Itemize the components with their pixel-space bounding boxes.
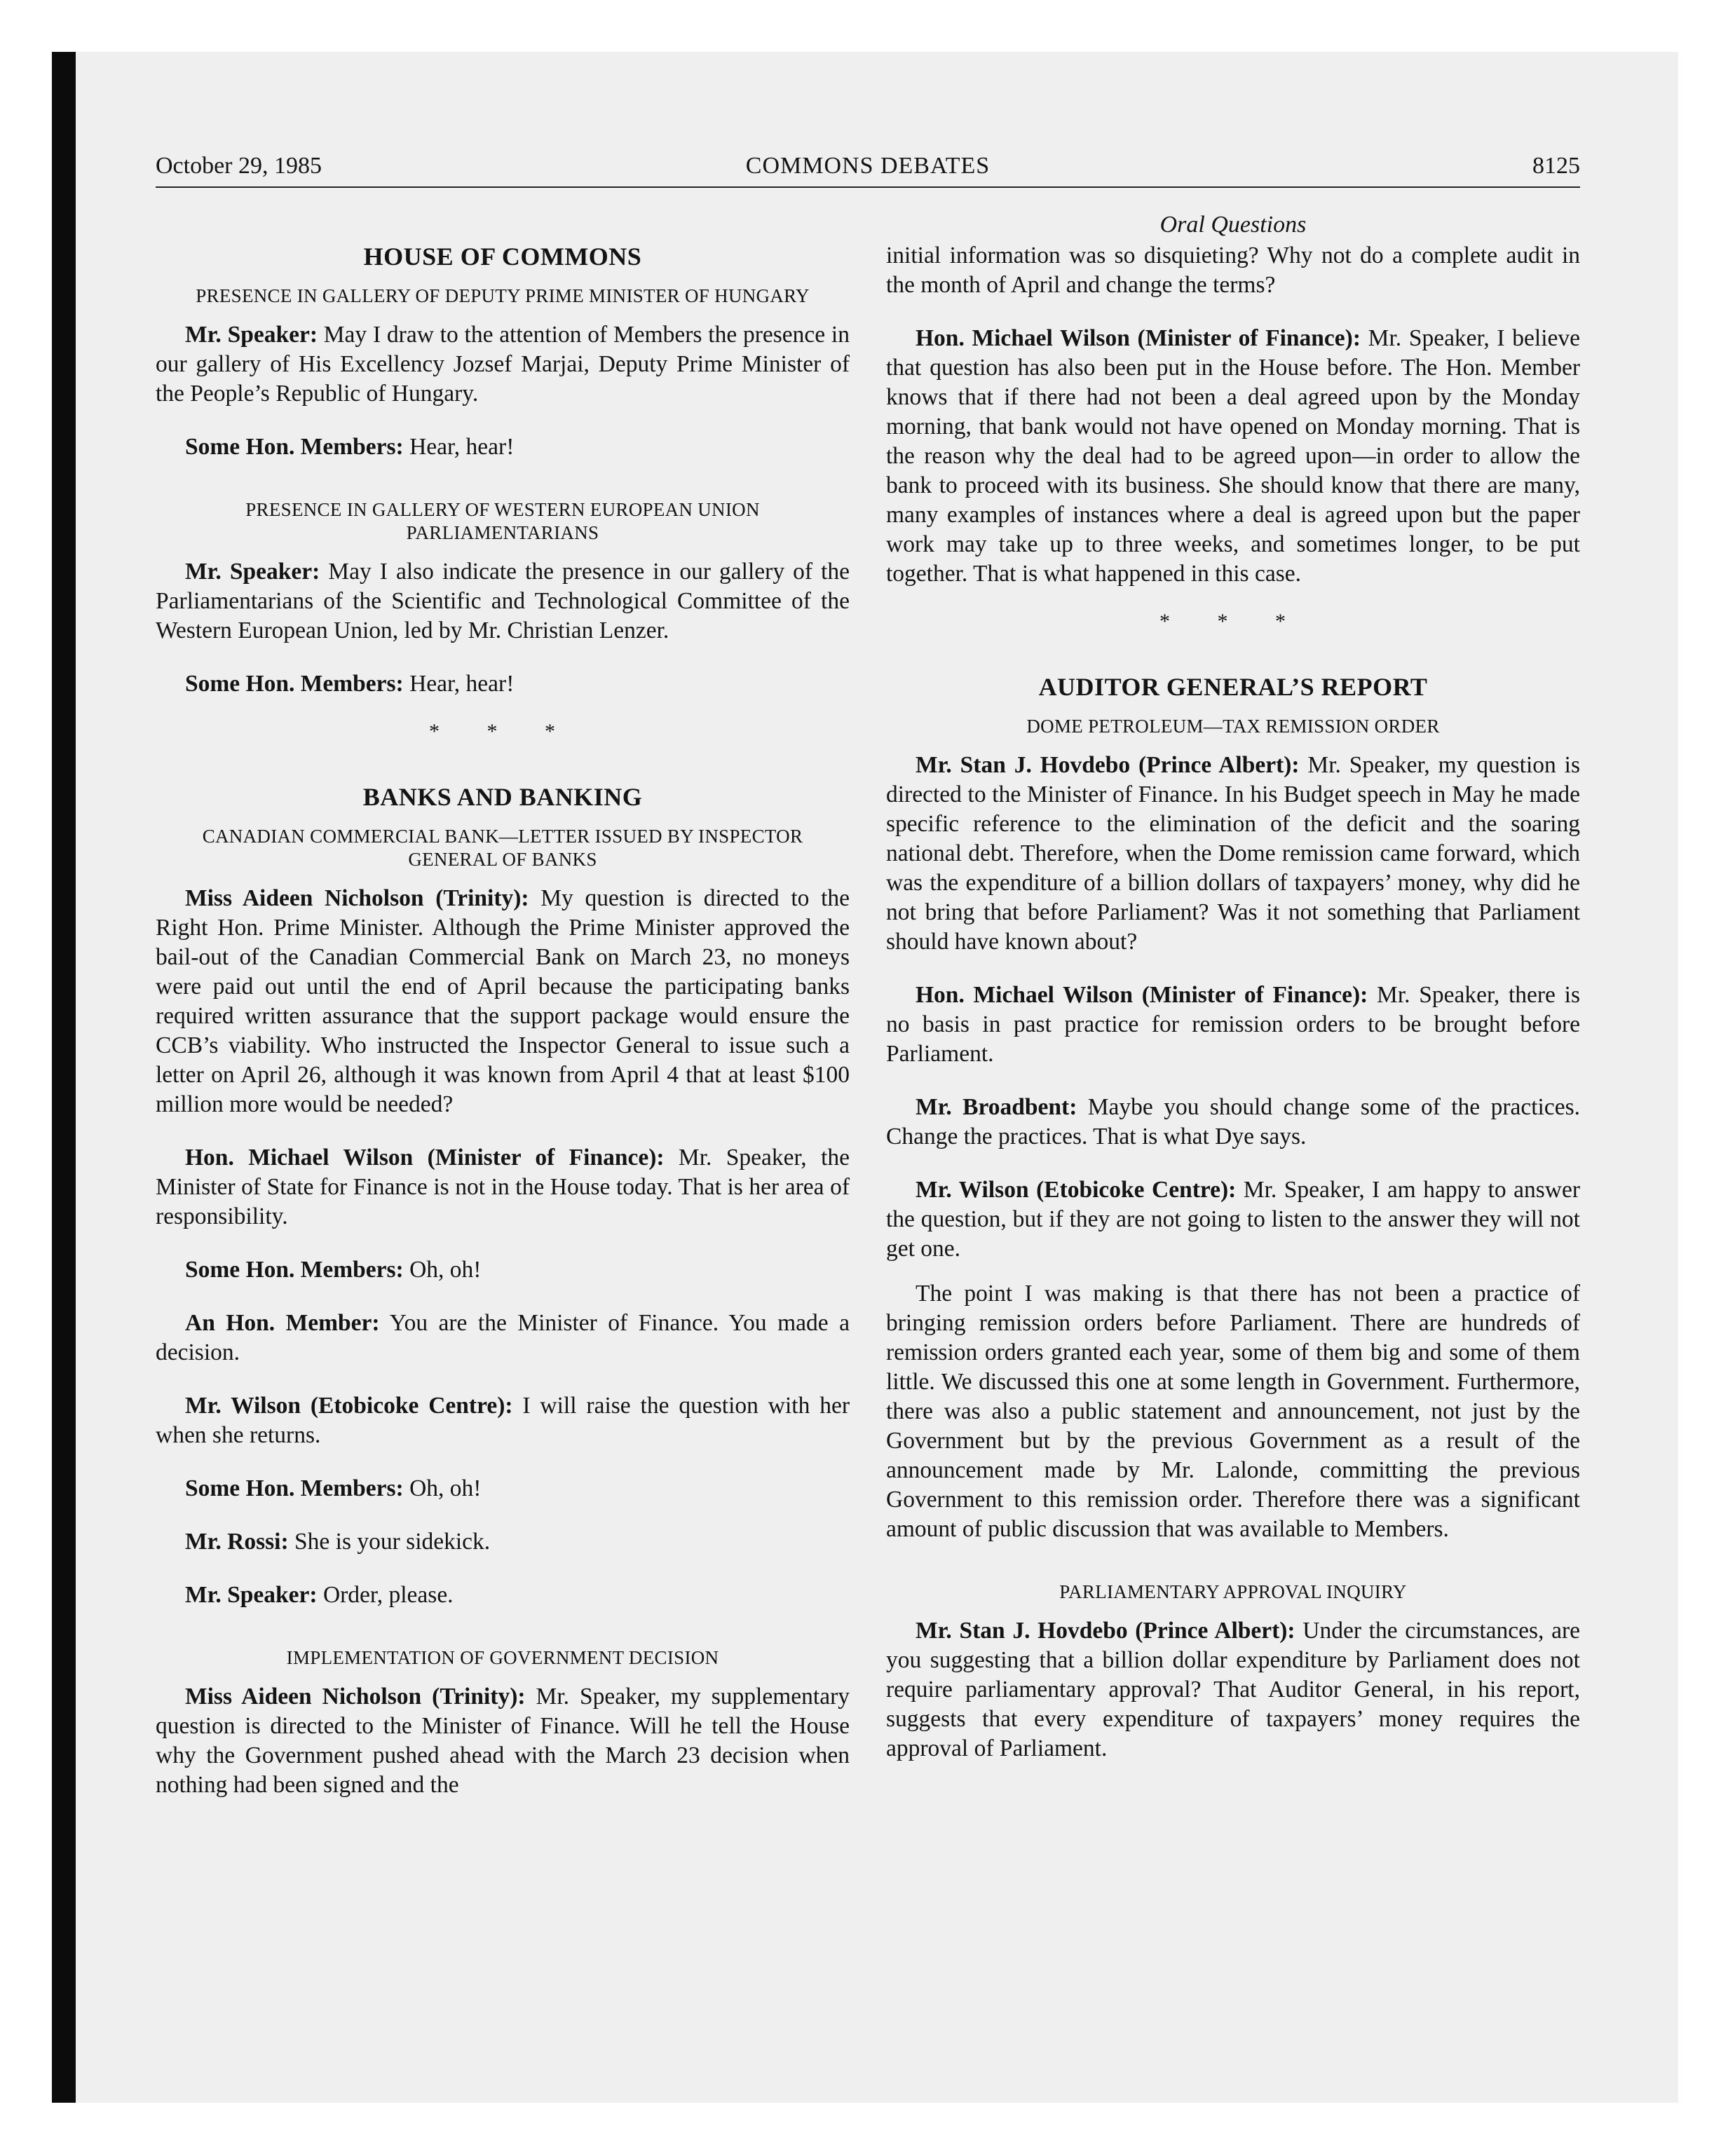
paragraph: [156, 1527, 850, 1557]
speaker-name: Some Hon. Members:: [185, 1257, 404, 1283]
speech-text: My question is directed to the Right Hon. Prime Minister. Although the Prime Minister approved the bail-out of the Canadian Commercial Bank on March 23, no moneys were paid out until the end of April because the participating banks required written assurance that the support package would ensure the CCB’s viability. Who instructed the Inspector General to issue such a letter on April 26, although it was known from April 4 that at least $100 million more would be needed?: [156, 885, 850, 1117]
paragraph: [156, 1391, 850, 1450]
speaker-name: Mr. Wilson (Etobicoke Centre):: [916, 1177, 1237, 1203]
speaker-name: Mr. Speaker:: [185, 1582, 318, 1608]
speech-text: Under the circumstances, are you suggesting that a billion dollar expenditure by Parliament does not require parliamentary approval? That Auditor General, in his report, suggests that every expenditure of taxpayers’ money requires the approval of Parliament.: [886, 1618, 1580, 1761]
section-heading-banks: BANKS AND BANKING: [362, 783, 643, 811]
section-separator: * * *: [1159, 610, 1307, 633]
paragraph: [886, 751, 1580, 957]
speech-text: Maybe you should change some of the practices. Change the practices. That is what Dye says.: [886, 1094, 1580, 1149]
paragraph: [156, 1474, 850, 1503]
paragraph: [886, 324, 1580, 589]
speaker-name: Mr. Stan J. Hovdebo (Prince Albert):: [916, 752, 1300, 778]
speech-text: The point I was making is that there has not been a practice of bringing remission orders before Parliament. There are hundreds of remission orders granted each year, some of them big and some of them little. We discussed this one at some length in Government. Furthermore, there was also a public statement and announcement, not just by the Government but by the previous Government as a result of the announcement made by Mr. Lalonde, committing the previous Government to this remission order. Therefore there was a significant amount of public discussion that was available to Members.: [886, 1281, 1580, 1542]
speech-text: She is your sidekick.: [288, 1529, 491, 1555]
paragraph: [156, 1581, 850, 1610]
speech-text: Mr. Speaker, the Minister of State for Finance is not in the House today. That is her area of responsibility.: [156, 1145, 850, 1229]
speaker-name: Some Hon. Members:: [185, 434, 404, 460]
speaker-name: Miss Aideen Nicholson (Trinity):: [185, 885, 529, 911]
paragraph: [886, 1279, 1580, 1544]
speech-text: Hear, hear!: [403, 434, 515, 460]
paragraph: [156, 1143, 850, 1231]
speech-text: Mr. Speaker, I am happy to answer the question, but if they are not going to listen to the answer they will not get one.: [886, 1177, 1580, 1262]
speaker-name: Some Hon. Members:: [185, 1475, 404, 1501]
header-page-number: 8125: [1532, 153, 1580, 179]
speech-text: Mr. Speaker, my supplementary question is directed to the Minister of Finance. Will he tell the House why the Government pushed ahead with the March 23 decision when nothing had been signed and the: [156, 1684, 850, 1798]
paragraph: [886, 1093, 1580, 1152]
paragraph: [156, 884, 850, 1119]
paragraph: [886, 981, 1580, 1069]
speaker-name: Mr. Speaker:: [185, 559, 320, 585]
speech-text: May I also indicate the presence in our gallery of the Parliamentarians of the Scientific and Technological Committee of the Western European Union, led by Mr. Christian Lenzer.: [156, 559, 850, 643]
paragraph: [156, 1682, 850, 1800]
speaker-name: Mr. Wilson (Etobicoke Centre):: [185, 1393, 513, 1419]
paragraph: [156, 320, 850, 409]
section-separator: * * *: [429, 720, 576, 743]
speech-text: Oh, oh!: [403, 1257, 482, 1283]
paragraph: [156, 669, 850, 699]
right-column: [886, 210, 1580, 1779]
subheading-dome-petroleum: DOME PETROLEUM—TAX REMISSION ORDER: [1026, 716, 1440, 737]
speech-text: initial information was so disquieting? Why not do a complete audit in the month of April and change the terms?: [886, 243, 1580, 298]
speech-text: May I draw to the attention of Members the presence in our gallery of His Excellency Jozsef Marjai, Deputy Prime Minister of the People’s Republic of Hungary.: [156, 322, 850, 407]
speaker-name: Some Hon. Members:: [185, 671, 404, 697]
section-heading-auditor-general: AUDITOR GENERAL’S REPORT: [1038, 673, 1428, 701]
speaker-name: An Hon. Member:: [185, 1310, 380, 1336]
speaker-name: Mr. Stan J. Hovdebo (Prince Albert):: [916, 1618, 1295, 1644]
left-column: [156, 210, 850, 1815]
page-header: [156, 153, 1580, 188]
paragraph: [886, 1616, 1580, 1763]
speaker-name: Mr. Speaker:: [185, 322, 318, 348]
speaker-name: Mr. Rossi:: [185, 1529, 289, 1555]
paragraph: [886, 241, 1580, 300]
speech-text: Mr. Speaker, I believe that question has also been put in the House before. The Hon. Member knows that if there had not been a deal agreed upon by the Monday morning, that bank would not have opened on Monday morning. That is the reason why the deal had to be agreed upon—in order to allow the bank to proceed with its business. She should know that there are many, many examples of instances where a deal is agreed upon but the paper work may take up to three weeks, and sometimes longer, to be put together. That is what happened in this case.: [886, 325, 1580, 587]
running-head: Oral Questions: [1159, 212, 1307, 238]
speech-text: I will raise the question with her when she returns.: [156, 1393, 850, 1448]
paragraph: [886, 1175, 1580, 1264]
header-date: October 29, 1985: [156, 153, 322, 179]
speech-text: You are the Minister of Finance. You made a decision.: [156, 1310, 850, 1365]
speaker-name: Hon. Michael Wilson (Minister of Finance):: [916, 982, 1368, 1008]
subheading-parliamentary-approval: PARLIAMENTARY APPROVAL INQUIRY: [1059, 1581, 1407, 1602]
paragraph: [156, 1309, 850, 1367]
speech-text: Mr. Speaker, there is no basis in past practice for remission orders to be brought before Parliament.: [886, 982, 1580, 1067]
subheading-hungary: PRESENCE IN GALLERY OF DEPUTY PRIME MINISTER OF HUNGARY: [196, 285, 810, 306]
speech-text: Hear, hear!: [403, 671, 515, 697]
header-rule: [156, 186, 1580, 188]
paragraph: [156, 432, 850, 462]
binding-shadow: [52, 52, 76, 2103]
speech-text: Order, please.: [317, 1582, 454, 1608]
section-heading-house-of-commons: HOUSE OF COMMONS: [363, 243, 642, 271]
speaker-name: Hon. Michael Wilson (Minister of Finance):: [185, 1145, 665, 1171]
paragraph: [156, 557, 850, 646]
speaker-name: Miss Aideen Nicholson (Trinity):: [185, 1684, 526, 1710]
paragraph: [156, 1255, 850, 1285]
subheading-ccb-letter: CANADIAN COMMERCIAL BANK—LETTER ISSUED BY INSPECTOR GENERAL OF BANKS: [202, 826, 803, 870]
speaker-name: Hon. Michael Wilson (Minister of Finance):: [916, 325, 1361, 351]
speech-text: Mr. Speaker, my question is directed to the Minister of Finance. In his Budget speech in May he made specific reference to the elimination of the deficit and the soaring national debt. Therefore, when the Dome remission came forward, which was the expenditure of a billion dollars of taxpayers’ money, why did he not bring that before Parliament? Was it not something that Parliament should have known about?: [886, 752, 1580, 955]
speech-text: Oh, oh!: [403, 1475, 482, 1501]
speaker-name: Mr. Broadbent:: [916, 1094, 1077, 1120]
header-publication: COMMONS DEBATES: [745, 153, 991, 179]
subheading-weu: PRESENCE IN GALLERY OF WESTERN EUROPEAN UNION PARLIAMENTARIANS: [245, 499, 760, 543]
subheading-implementation: IMPLEMENTATION OF GOVERNMENT DECISION: [286, 1647, 719, 1668]
